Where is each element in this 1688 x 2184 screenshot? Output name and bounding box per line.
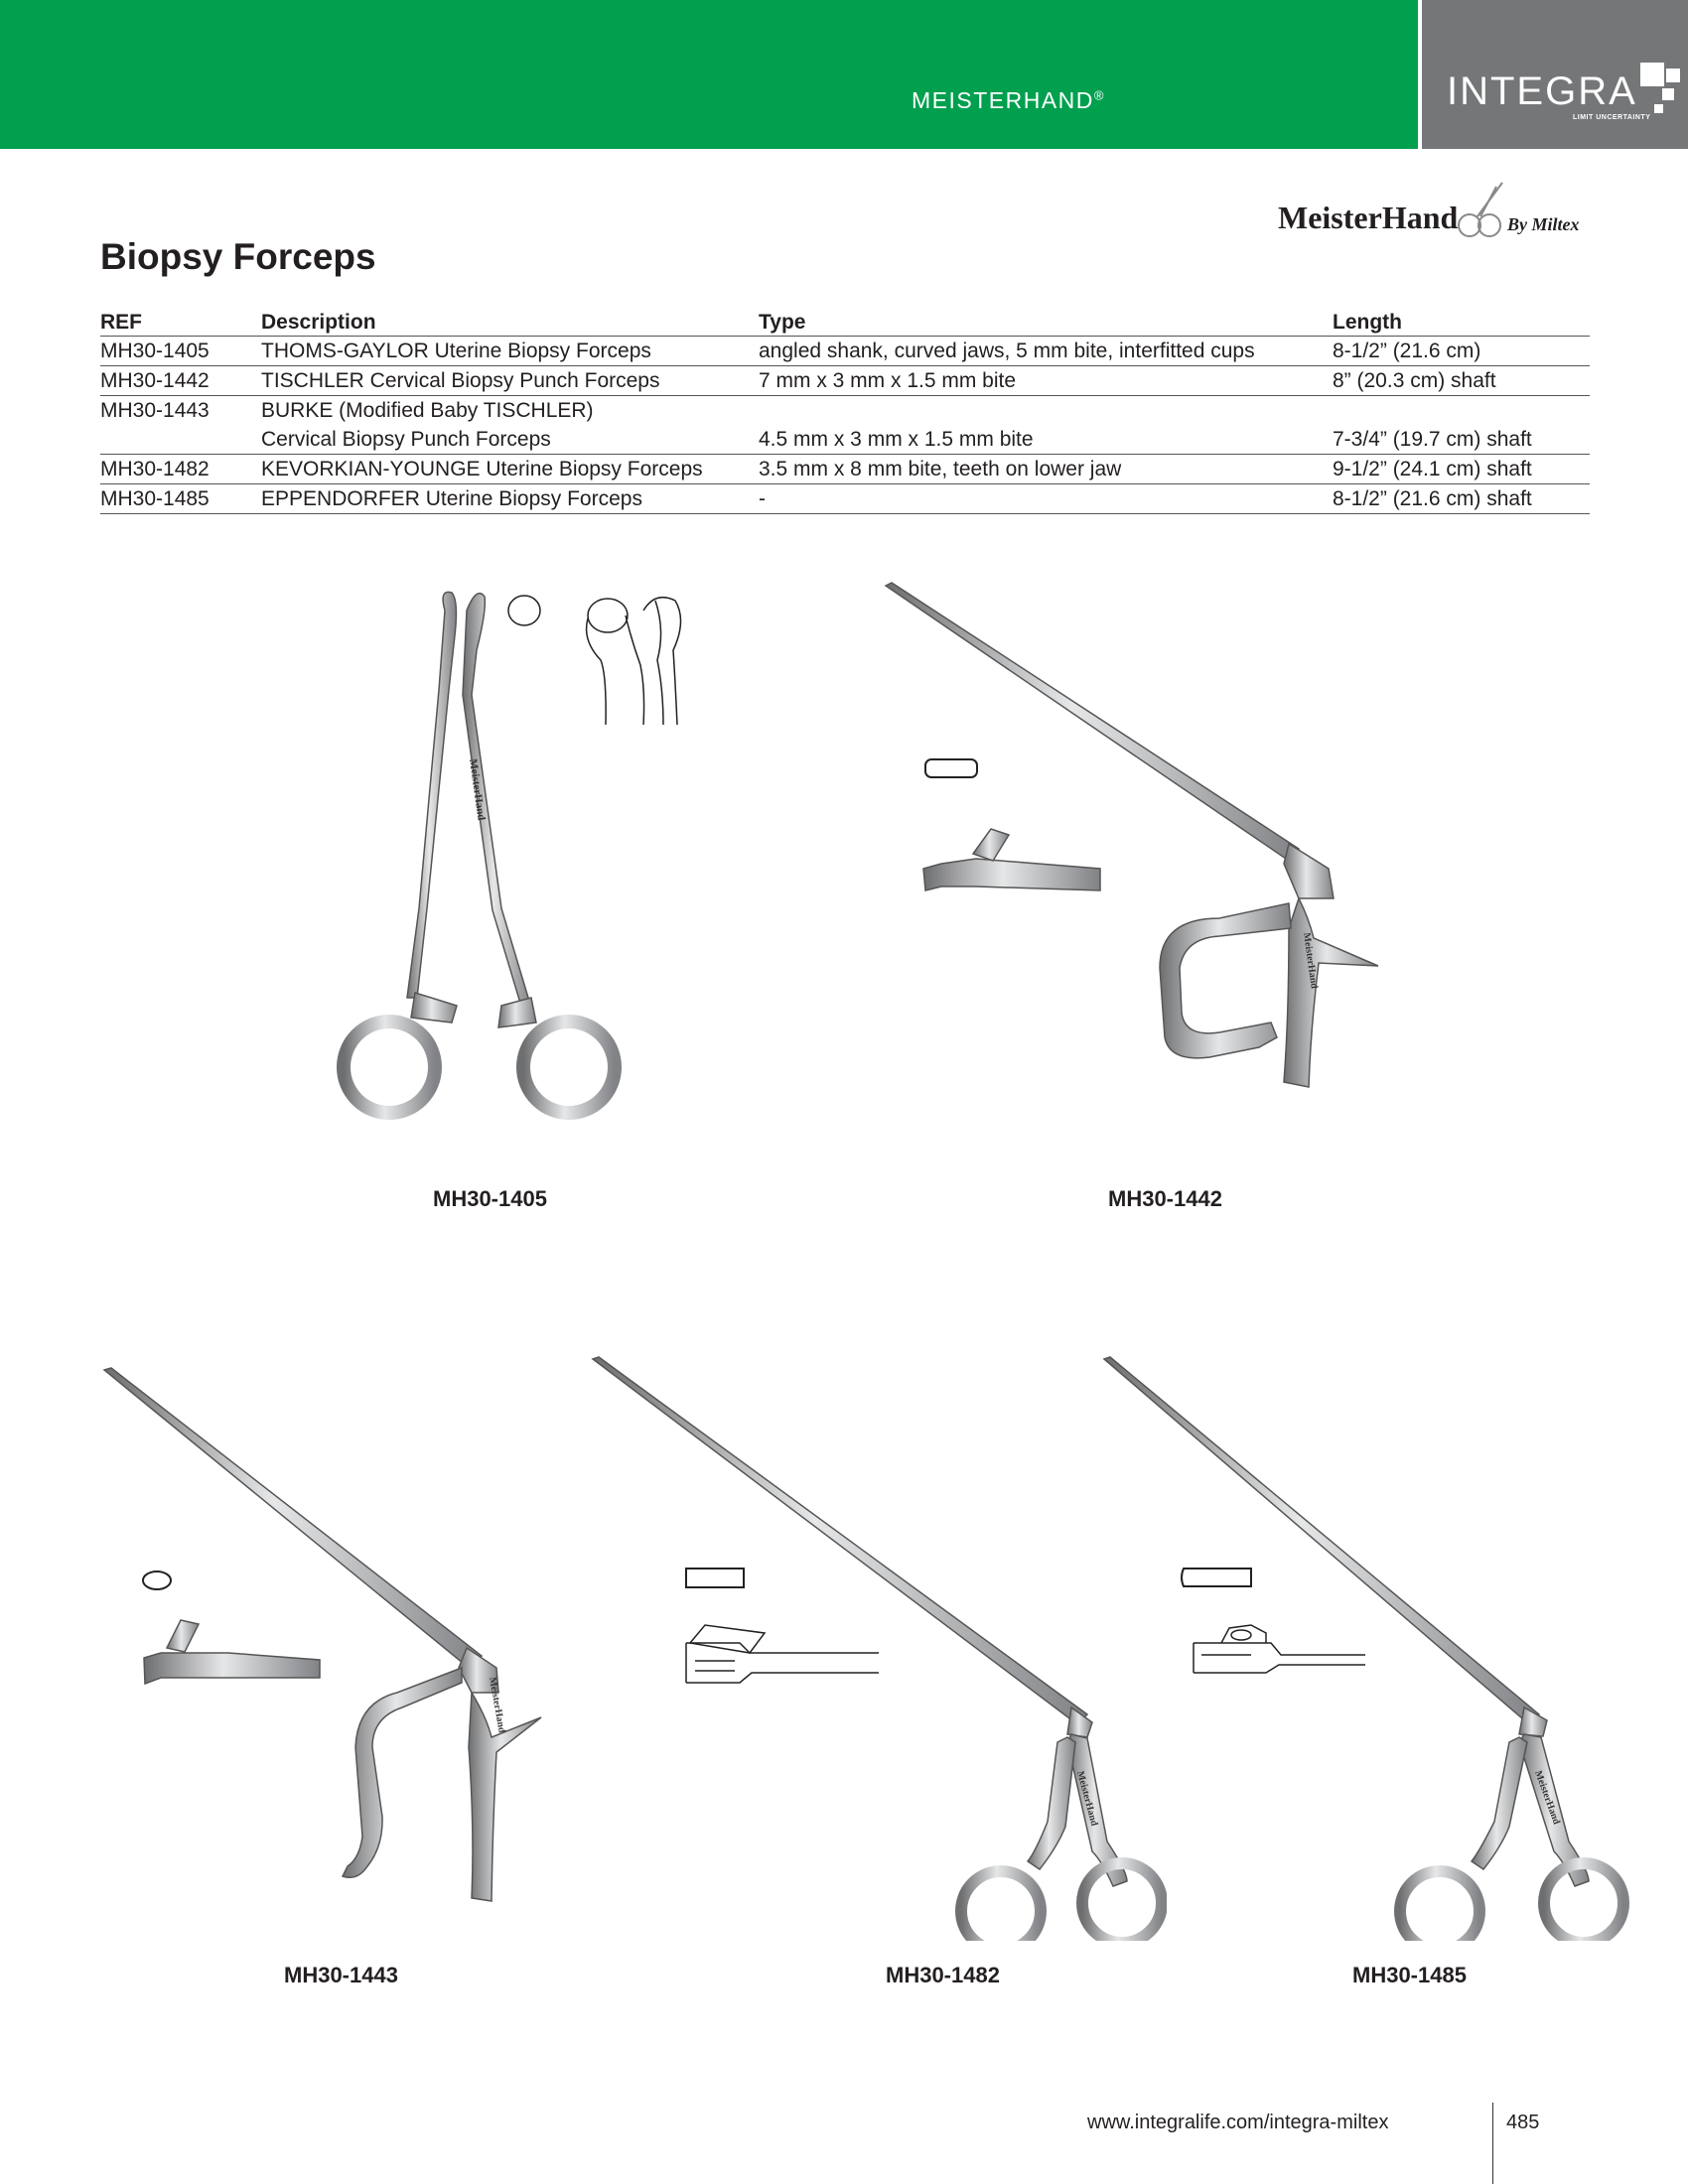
col-header-ref: REF	[100, 308, 261, 337]
cell-type: angled shank, curved jaws, 5 mm bite, interfitted cups	[759, 337, 1333, 366]
cell-description: TISCHLER Cervical Biopsy Punch Forceps	[261, 366, 759, 396]
page-number: 485	[1506, 2112, 1540, 2133]
cell-length: 8-1/2” (21.6 cm) shaft	[1333, 484, 1590, 514]
figure-label: MH30-1405	[433, 1186, 547, 1211]
figure-label: MH30-1482	[886, 1963, 1000, 1987]
cell-type: 4.5 mm x 3 mm x 1.5 mm bite	[759, 425, 1333, 455]
meisterhand-logo-text: MeisterHand	[1278, 200, 1459, 235]
col-header-description: Description	[261, 308, 759, 337]
table-row	[100, 337, 1590, 366]
instrument-engraving: MeisterHand	[1301, 931, 1320, 990]
integra-squares-icon	[1632, 55, 1688, 134]
cell-ref: MH30-1443	[100, 399, 210, 422]
cell-description: KEVORKIAN-YOUNGE Uterine Biopsy Forceps	[261, 455, 759, 484]
table-row	[100, 396, 1590, 426]
cell-description: EPPENDORFER Uterine Biopsy Forceps	[261, 484, 759, 514]
cell-description: BURKE (Modified Baby TISCHLER)	[261, 399, 594, 422]
instrument-mh30-1485-image	[1102, 1345, 1678, 1941]
header-band	[0, 0, 1418, 149]
cell-length: 8” (20.3 cm) shaft	[1333, 366, 1590, 396]
figure-label: MH30-1442	[1108, 1186, 1222, 1211]
table-row	[100, 484, 1590, 514]
brand-name: MEISTERHAND	[912, 87, 1094, 113]
instrument-mh30-1405-image	[328, 581, 715, 1161]
instrument-engraving: MeisterHand	[1074, 1769, 1100, 1828]
cell-ref: MH30-1482	[100, 455, 261, 484]
instrument-mh30-1442-image	[882, 571, 1398, 1161]
cell-length: 8-1/2” (21.6 cm)	[1333, 337, 1590, 366]
integra-logo-text: INTEGRA	[1447, 69, 1637, 113]
cell-type: 3.5 mm x 8 mm bite, teeth on lower jaw	[759, 455, 1333, 484]
cell-ref: MH30-1442	[100, 366, 261, 396]
instrument-engraving: MeisterHand	[467, 757, 488, 822]
table-row	[100, 455, 1590, 484]
cell-length: 9-1/2” (24.1 cm) shaft	[1333, 455, 1590, 484]
table-row	[100, 366, 1590, 396]
instrument-mh30-1482-image	[591, 1345, 1167, 1941]
page-title: Biopsy Forceps	[100, 236, 376, 277]
cell-type: 7 mm x 3 mm x 1.5 mm bite	[759, 366, 1333, 396]
figure-label: MH30-1485	[1352, 1963, 1467, 1987]
table-row-continued	[100, 425, 1590, 455]
cell-ref: MH30-1405	[100, 337, 261, 366]
footer-divider	[1492, 2103, 1493, 2184]
integra-logo	[1422, 0, 1688, 149]
instrument-mh30-1443-image	[99, 1350, 556, 1941]
instrument-engraving: MeisterHand	[1532, 1769, 1562, 1827]
cell-ref: MH30-1485	[100, 484, 261, 514]
cell-length: 7-3/4” (19.7 cm) shaft	[1333, 425, 1590, 455]
figure-label: MH30-1443	[284, 1963, 398, 1987]
miltex-byline: By Miltex	[1507, 214, 1580, 234]
col-header-type: Type	[759, 308, 1333, 337]
footer-url[interactable]: www.integralife.com/integra-miltex	[1087, 2112, 1389, 2133]
cell-description: THOMS-GAYLOR Uterine Biopsy Forceps	[261, 337, 759, 366]
meisterhand-logo	[1276, 179, 1594, 253]
integra-logo-tagline: LIMIT UNCERTAINTY	[1573, 114, 1651, 121]
table-header-row	[100, 308, 1590, 337]
instrument-engraving: MeisterHand	[487, 1676, 507, 1734]
cell-description: Cervical Biopsy Punch Forceps	[261, 425, 759, 455]
brand-line	[912, 87, 1105, 114]
scissors-icon	[1459, 183, 1502, 236]
registered-mark: ®	[1093, 87, 1105, 103]
spec-table	[100, 308, 1590, 514]
col-header-length: Length	[1333, 308, 1590, 337]
cell-type: -	[759, 484, 1333, 514]
